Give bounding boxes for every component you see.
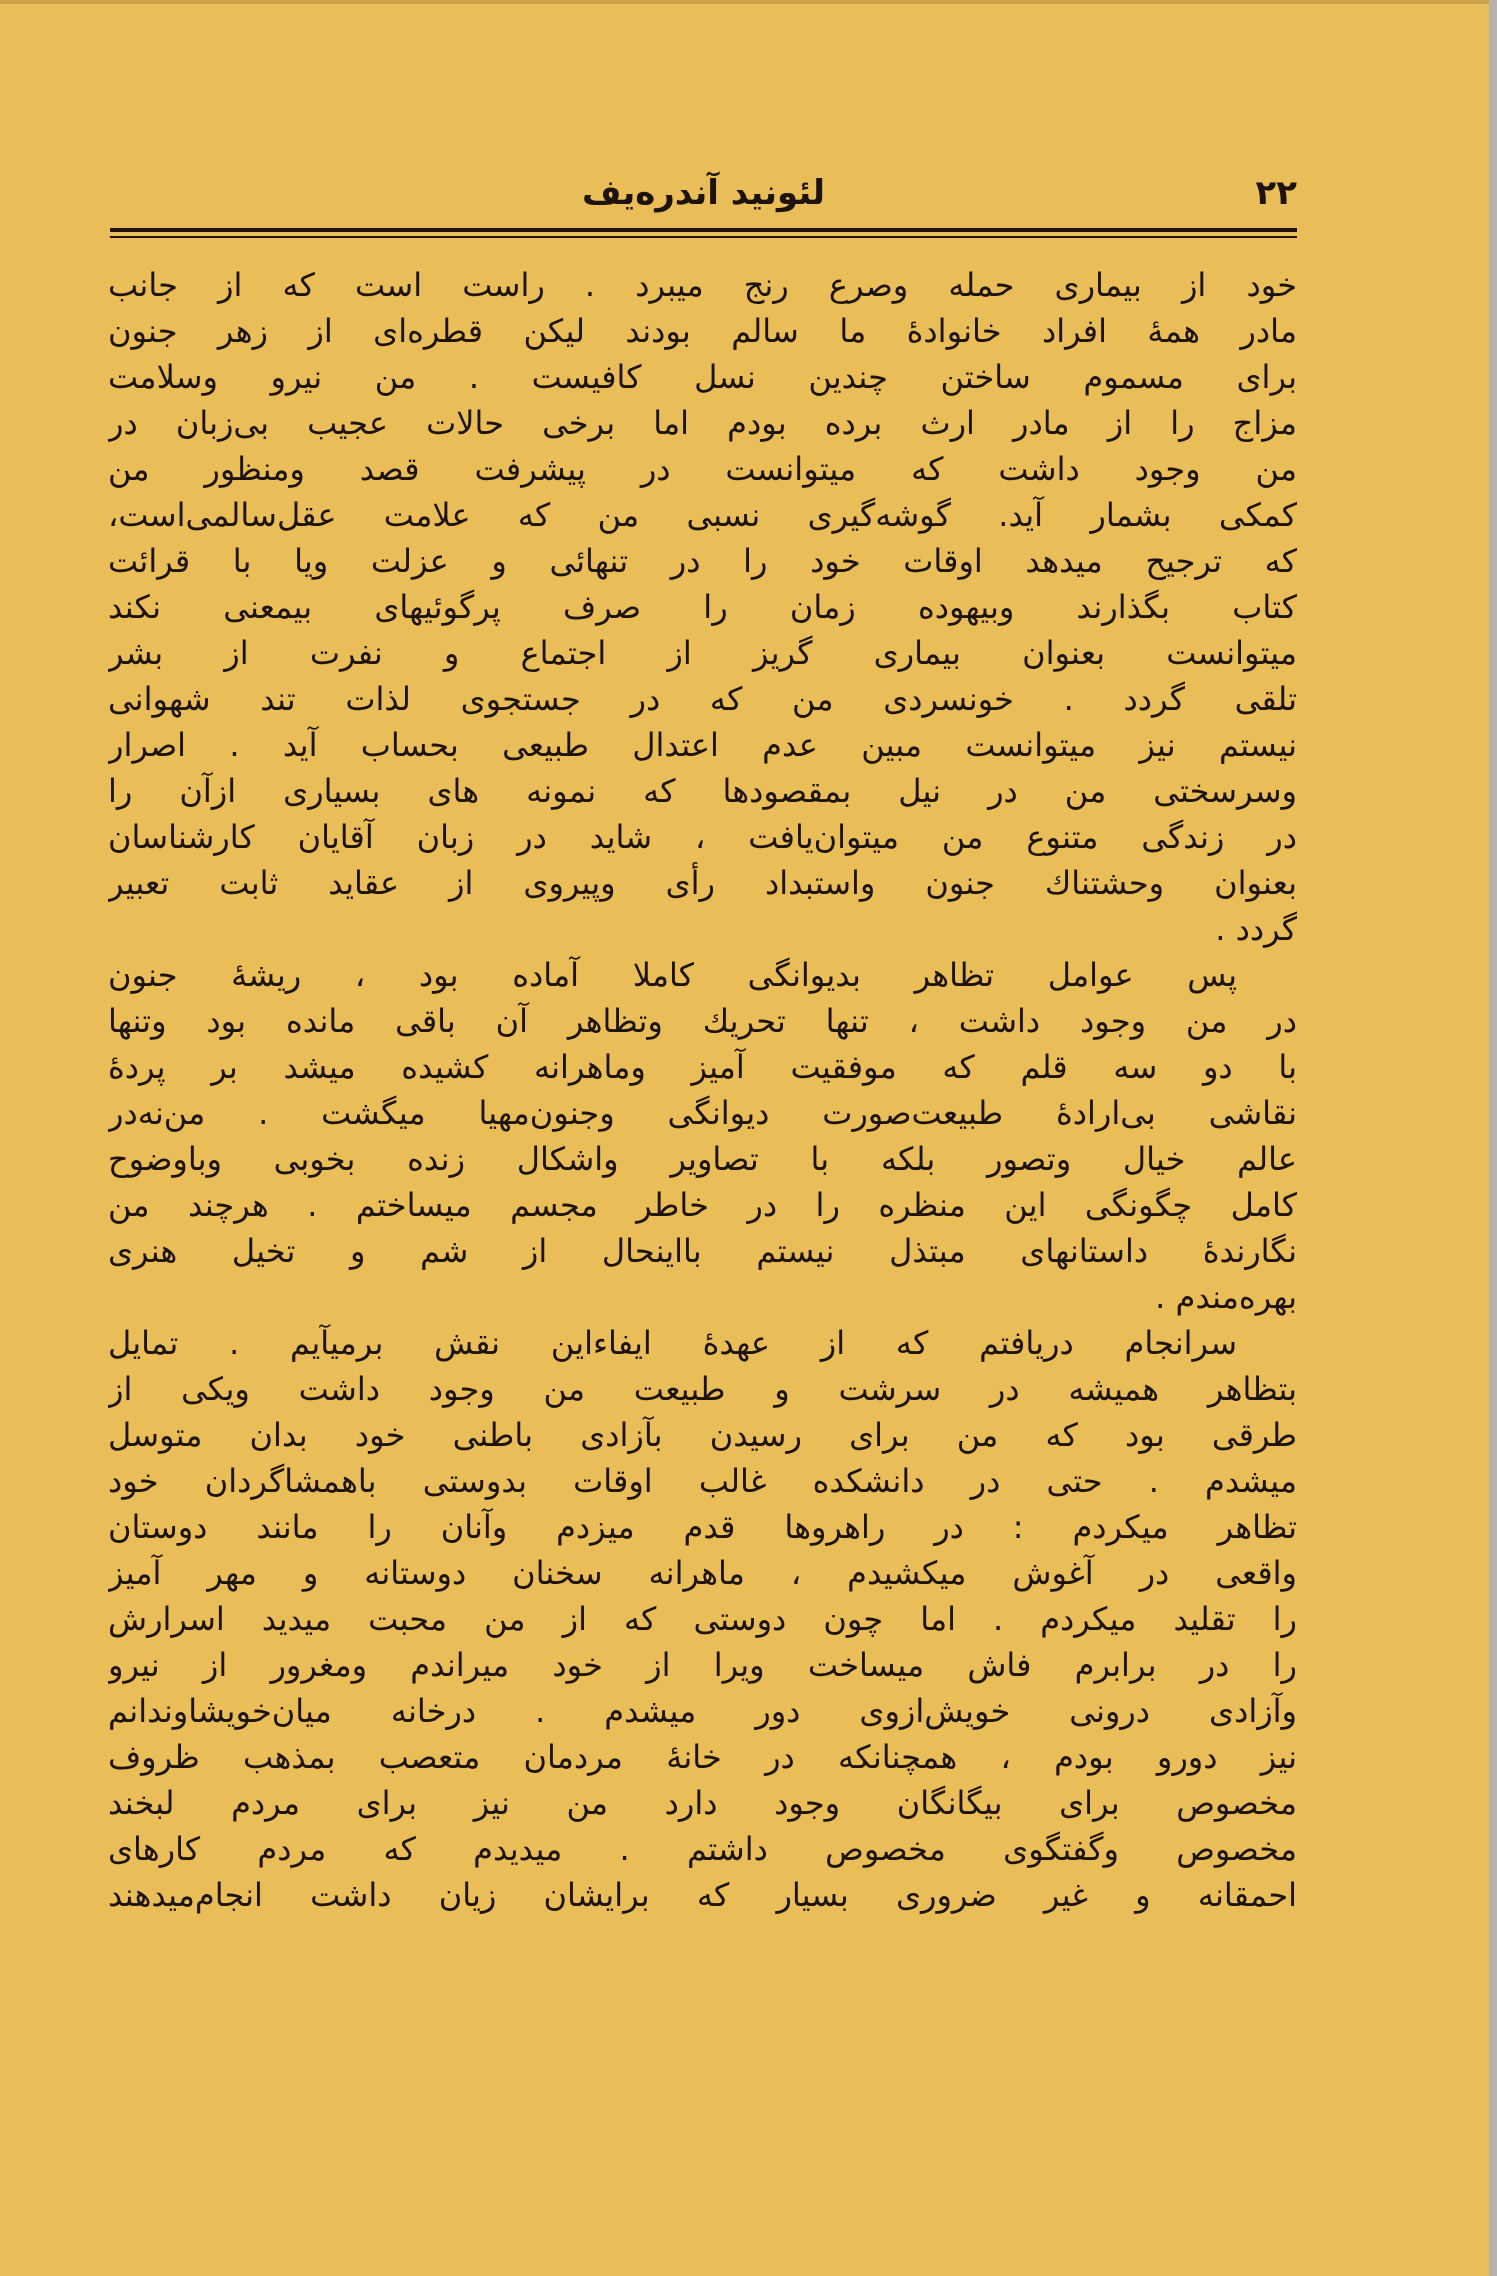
paragraph — [108, 1320, 1297, 1918]
body-text — [108, 262, 1297, 1918]
text-line: بعنوان وحشتناك جنون واستبداد رأی وپیروی از عقاید ثابت تعبیر — [108, 864, 1297, 902]
text-line: تظاهر میکردم : در راهروها قدم میزدم وآنان را مانند دوستان — [108, 1508, 1297, 1546]
text-line: وآزادی درونی خویش‌ازوی دور میشدم . درخانه میان‌خویشاوندانم — [108, 1692, 1297, 1730]
text-line: احمقانه و غیر ضروری بسیار که برایشان زیان داشت انجام‌میدهند — [108, 1876, 1297, 1914]
page-number: ۲۲ — [1255, 173, 1297, 213]
text-line: طرقی بود که من برای رسیدن بآزادی باطنی خود بدان متوسل — [108, 1416, 1297, 1454]
text-line: مخصوص برای بیگانگان وجود دارد من نیز برای مردم لبخند — [108, 1784, 1297, 1822]
text-line: کمکی بشمار آید. گوشه‌گیری نسبی من که علامت عقل‌سالمی‌است، — [108, 496, 1297, 534]
text-line: میشدم . حتی در دانشکده غالب اوقات بدوستی باهمشاگردان خود — [108, 1462, 1297, 1500]
book-page — [100, 0, 1297, 2276]
text-line: خود از بیماری حمله وصرع رنج میبرد . راست است که از جانب — [108, 266, 1297, 304]
text-line: تلقی گردد . خونسردی من که در جستجوی لذات تند شهوانی — [108, 680, 1297, 718]
header-rule-thick — [110, 228, 1297, 232]
text-line: که ترجیح میدهد اوقات خود را در تنهائی و عزلت ویا با قرائت — [108, 542, 1297, 580]
header-rule-thin — [110, 236, 1297, 238]
text-line: پس عوامل تظاهر بدیوانگی کاملا آماده بود ، ریشهٔ جنون — [108, 956, 1237, 994]
text-line: مادر همهٔ افراد خانوادهٔ ما سالم بودند لیکن قطره‌ای از زهر جنون — [108, 312, 1297, 350]
text-line: با دو سه قلم که موفقیت آمیز وماهرانه کشیده میشد بر پردهٔ — [108, 1048, 1297, 1086]
text-line: مزاج را از مادر ارث برده بودم اما برخی حالات عجیب بی‌زبان در — [108, 404, 1297, 442]
text-line: گردد . — [1215, 910, 1297, 948]
text-line: بهره‌مندم . — [1155, 1278, 1297, 1316]
text-line: عالم خیال وتصور بلکه با تصاویر واشکال زنده بخوبی وباوضوح — [108, 1140, 1297, 1178]
text-line: میتوانست بعنوان بیماری گریز از اجتماع و نفرت از بشر — [108, 634, 1297, 672]
text-line: در من وجود داشت ، تنها تحریك وتظاهر آن باقی مانده بود وتنها — [108, 1002, 1297, 1040]
text-line: در زندگی متنوع من میتوان‌یافت ، شاید در زبان آقایان کارشناسان — [108, 818, 1297, 856]
paragraph — [108, 952, 1297, 1320]
text-line: کامل چگونگی این منظره را در خاطر مجسم میساختم . هرچند من — [108, 1186, 1297, 1224]
paragraph — [108, 262, 1297, 952]
text-line: نگارندهٔ داستانهای مبتذل نیستم بااینحال از شم و تخیل هنری — [108, 1232, 1297, 1270]
page-header — [110, 168, 1297, 218]
text-line: را در برابرم فاش میساخت ویرا از خود میراندم ومغرور از نیرو — [108, 1646, 1297, 1684]
text-line: را تقلید میکردم . اما چون دوستی که از من محبت میدید اسرارش — [108, 1600, 1297, 1638]
scan-edge-right — [1489, 0, 1497, 2276]
text-line: وسرسختی من در نیل بمقصودها که نمونه های بسیاری ازآن را — [108, 772, 1297, 810]
text-line: کتاب بگذارند وبیهوده زمان را صرف پرگوئیهای بیمعنی نکند — [108, 588, 1297, 626]
text-line: من وجود داشت که میتوانست در پیشرفت قصد ومنظور من — [108, 450, 1297, 488]
text-line: نیز دورو بودم ، همچنانکه در خانهٔ مردمان متعصب بمذهب ظروف — [108, 1738, 1297, 1776]
text-line: واقعی در آغوش میکشیدم ، ماهرانه سخنان دوستانه و مهر آمیز — [108, 1554, 1297, 1592]
text-line: برای مسموم ساختن چندین نسل کافیست . من نیرو وسلامت — [108, 358, 1297, 396]
running-title: لئونید آندره‌یف — [581, 173, 826, 213]
text-line: مخصوص وگفتگوی مخصوص داشتم . میدیدم که مردم کارهای — [108, 1830, 1297, 1868]
text-line: نیستم نیز میتوانست مبین عدم اعتدال طبیعی بحساب آید . اصرار — [108, 726, 1297, 764]
text-line: نقاشی بی‌ارادهٔ طبیعت‌صورت دیوانگی وجنون‌مهیا میگشت . من‌نه‌در — [108, 1094, 1297, 1132]
text-line: سرانجام دریافتم که از عهدهٔ ایفاءاین نقش برمیآیم . تمایل — [108, 1324, 1237, 1362]
text-line: بتظاهر همیشه در سرشت و طبیعت من وجود داشت ویکی از — [108, 1370, 1297, 1408]
